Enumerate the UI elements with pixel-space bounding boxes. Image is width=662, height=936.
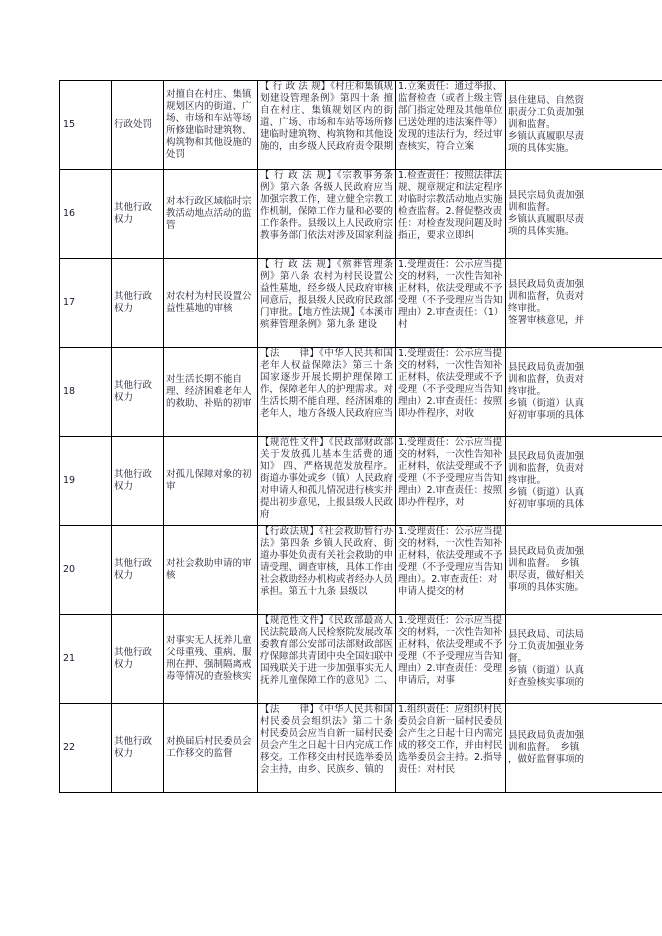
legal-basis: [258, 348, 396, 437]
department-duty-line: 训和监督，负责对: [508, 291, 585, 302]
department-duties: [506, 615, 662, 704]
department-duties-lines: [508, 170, 662, 258]
legal-basis: [258, 615, 396, 704]
responsibility: [396, 615, 506, 704]
table-row: [60, 437, 662, 526]
legal-basis: [258, 704, 396, 793]
department-duties-lines: [508, 81, 662, 169]
row-number: 15: [60, 81, 112, 170]
power-type: 其他行政权力: [112, 437, 164, 526]
power-type: 其他行政权力: [112, 170, 164, 259]
legal-basis-text: 【 行 政 法 规】《村庄和集镇规划建设管理条例》第四十条 擅自在村庄、集镇规划区内的街道、广场、市场和车站等场所修建临时建筑物、构筑物和其他设施的，由乡级人民政府责令限期: [260, 81, 393, 152]
department-duties-lines: [508, 259, 662, 347]
legal-basis-text: 【 行 政 法 规】《宗教事务条例》第六条 各级人民政府应当加强宗教工作，建立健全宗教工作机制，保障工作力量和必要的工作条件。县级以上人民政府宗教事务部门依法对涉及国家利益: [260, 170, 393, 241]
legal-basis: [258, 170, 396, 259]
department-duty-line: 好查验核实事项的: [508, 677, 585, 688]
department-duties: [506, 259, 662, 348]
department-duty-line: ，做好监督事项的: [508, 754, 585, 765]
department-duty-line: 分工负责加强业务: [508, 641, 585, 652]
table-row: [60, 704, 662, 793]
legal-basis-text: 【 行 政 法 规】《殡葬管理条例》第八条 农村为村民设置公益性墓地，经乡级人民政府审核同意后，报县级人民政府民政部门审批。【地方性法规】《本溪市殡葬管理条例》第九条 建设: [260, 259, 393, 330]
department-duties: [506, 81, 662, 170]
department-duty-line: 签署审核意见，并: [508, 315, 585, 326]
department-duties-lines: [508, 615, 662, 703]
responsibility: [396, 170, 506, 259]
department-duty-line: 训和监督，负责对: [508, 463, 585, 474]
legal-basis-text: 【规范性文件】《民政部财政部关于发放孤儿基本生活费的通知》 四、严格规范发放程序。街道办事处或乡（镇）人民政府对申请人和孤儿情况进行核实并提出初步意见，上报县级人民政府: [260, 437, 393, 520]
department-duties: [506, 437, 662, 526]
row-number: 18: [60, 348, 112, 437]
department-duty-line: 职责分工负责加强: [508, 107, 585, 118]
department-duty-line: 县民宗局负责加强: [508, 190, 585, 201]
department-duty-line: 终审批。: [508, 303, 547, 314]
department-duties: [506, 704, 662, 793]
legal-basis-text: 【规范性文件】《民政部最高人民法院最高人民检察院发展改革委教育部公安部司法部财政部医疗保障部共青团中央全国妇联中国残联关于进一步加强事实无人抚养儿童保障工作的意见》二、: [260, 615, 393, 686]
responsibility: [396, 437, 506, 526]
department-duty-line: 训和监督，负责对: [508, 374, 585, 385]
row-number: 17: [60, 259, 112, 348]
legal-basis-text: 【法 律】《中华人民共和国村民委员会组织法》第二十条 村民委员会应当自新一届村民委员会产生之日起十日内完成工作移交。工作移交由村民选举委员会主持，由乡、民族乡、镇的: [260, 704, 393, 775]
table-row: [60, 259, 662, 348]
responsibility-text: 1.组织责任：应组织村民委员会自新一届村民委员会产生之日起十日内需完成的移交工作，并由村民选举委员会主持。2.指导责任：对村民: [398, 704, 503, 775]
row-number: 20: [60, 526, 112, 615]
row-number: 16: [60, 170, 112, 259]
legal-basis: [258, 437, 396, 526]
department-duties-lines: [508, 437, 662, 525]
legal-basis: [258, 259, 396, 348]
responsibility-text: 1.受理责任：公示应当提交的材料，一次性告知补正材料，依法受理或不予受理（不予受理应当告知理由）2.审查责任：受理申请后，对事: [398, 615, 503, 686]
table-row: [60, 615, 662, 704]
legal-basis: [258, 526, 396, 615]
responsibility: [396, 526, 506, 615]
power-type: 其他行政权力: [112, 259, 164, 348]
table-row: [60, 348, 662, 437]
department-duty-line: 好初审事项的具体: [508, 499, 585, 510]
department-duty-line: 项的具体实施。: [508, 226, 575, 237]
department-duty-line: 训和监督。: [508, 202, 556, 213]
responsibility-text: 1.立案责任：通过举报、监督检查（或者上级主管部门指定处理及其他单位已送处理的违法案件等）发现的违法行为，经过审查核实，符合立案: [398, 81, 503, 152]
table-row: [60, 81, 662, 170]
department-duties: [506, 526, 662, 615]
responsibility-text: 1.受理责任：公示应当提交的材料，一次性告知补正材料，依法受理或不予受理（不予受理应当告知理由）2.审查责任：按照即办件程序，对: [398, 437, 503, 508]
responsibility-text: 1.检查责任：按照法律法规、规章规定和法定程序对临时宗教活动地点实施检查监督。2.督促整改责任：对检查发现问题及时指正，要求立即纠: [398, 170, 503, 241]
power-item: 对擅自在村庄、集镇规划区内的街道、广场、市场和车站等场所修建临时建筑物、构筑物和其他设施的处罚: [164, 81, 258, 170]
power-type: 其他行政权力: [112, 615, 164, 704]
department-duty-line: 职尽责，做好相关: [508, 570, 585, 581]
power-type: 其他行政权力: [112, 526, 164, 615]
department-duty-line: 乡镇（街道）认真: [508, 665, 585, 676]
power-item: 对本行政区域临时宗教活动地点活动的监管: [164, 170, 258, 259]
department-duty-line: 县民政局负责加强: [508, 546, 585, 557]
responsibility-text: 1.受理责任：公示应当提交的材料，一次性告知补正材料，依法受理或不予受理（不予受理应当告知理由）。2.审查责任：对申请人提交的材: [398, 526, 503, 597]
row-number: 21: [60, 615, 112, 704]
power-type: 其他行政权力: [112, 704, 164, 793]
responsibility: [396, 259, 506, 348]
power-item: 对事实无人抚养儿童父母重残、重病、服刑在押、强制隔离戒毒等情况的查验核实: [164, 615, 258, 704]
legal-basis: [258, 81, 396, 170]
responsibility-text: 1.受理责任：公示应当提交的材料，一次性告知补正材料，依法受理或不予受理（不予受理应当告知理由）2.审查责任：（1）村: [398, 259, 503, 330]
power-item: 对孤儿保障对象的初审: [164, 437, 258, 526]
department-duty-line: 乡镇（街道）认真: [508, 398, 585, 409]
department-duty-line: 终审批。: [508, 386, 547, 397]
department-duty-line: 督。: [508, 653, 528, 664]
department-duty-line: 县民政局负责加强: [508, 451, 585, 462]
department-duty-line: 训和监督。: [508, 119, 556, 130]
power-type: 其他行政权力: [112, 348, 164, 437]
department-duty-line: 训和监督。 乡镇: [508, 558, 580, 569]
responsibility: [396, 81, 506, 170]
row-number: 22: [60, 704, 112, 793]
table-row: [60, 170, 662, 259]
department-duty-line: 项的具体实施。: [508, 143, 575, 154]
power-item: 对社会救助申请的审核: [164, 526, 258, 615]
department-duty-line: 乡镇（街道）认真: [508, 487, 585, 498]
power-type: 行政处罚: [112, 81, 164, 170]
department-duty-line: 乡镇认真履职尽责: [508, 214, 585, 225]
department-duties-lines: [508, 526, 662, 614]
power-item: 对生活长期不能自理、经济困难老年人的救助、补贴的初审: [164, 348, 258, 437]
responsibility: [396, 704, 506, 793]
permission-table-sheet: [59, 80, 662, 794]
department-duty-line: 终审批。: [508, 475, 547, 486]
power-item: 对农村为村民设置公益性墓地的审核: [164, 259, 258, 348]
department-duties: [506, 348, 662, 437]
department-duties-lines: [508, 704, 662, 792]
department-duties: [506, 170, 662, 259]
department-duty-line: 好初审事项的具体: [508, 410, 585, 421]
responsibility: [396, 348, 506, 437]
department-duty-line: 县住建局、自然资: [508, 95, 585, 106]
department-duty-line: 训和监督。 乡镇: [508, 742, 580, 753]
department-duty-line: 事项的具体实施。: [508, 582, 585, 593]
legal-basis-text: 【法 律】《中华人民共和国老年人权益保障法》第三十条 国家逐步开展长期护理保障工作，保障老年人的护理需求。对生活长期不能自理、经济困难的老年人，地方各级人民政府应当: [260, 348, 393, 419]
power-item: 对换届后村民委员会工作移交的监督: [164, 704, 258, 793]
legal-basis-text: 【行政法规】《社会救助暂行办法》第四条 乡镇人民政府、街道办事处负责有关社会救助的申请受理、调查审核，具体工作由社会救助经办机构或者经办人员承担。第五十九条 县级以: [260, 526, 393, 597]
department-duty-line: 县民政局负责加强: [508, 362, 585, 373]
permission-table: [59, 80, 662, 793]
department-duty-line: 县民政局负责加强: [508, 279, 585, 290]
table-row: [60, 526, 662, 615]
department-duty-line: 县民政局负责加强: [508, 730, 585, 741]
row-number: 19: [60, 437, 112, 526]
responsibility-text: 1.受理责任：公示应当提交的材料，一次性告知补正材料，依法受理或不予受理（不予受理应当告知理由）2.审查责任：按照即办件程序，对收: [398, 348, 503, 419]
department-duty-line: 县民政局、司法局: [508, 629, 585, 640]
department-duty-line: 乡镇认真履职尽责: [508, 131, 585, 142]
department-duties-lines: [508, 348, 662, 436]
